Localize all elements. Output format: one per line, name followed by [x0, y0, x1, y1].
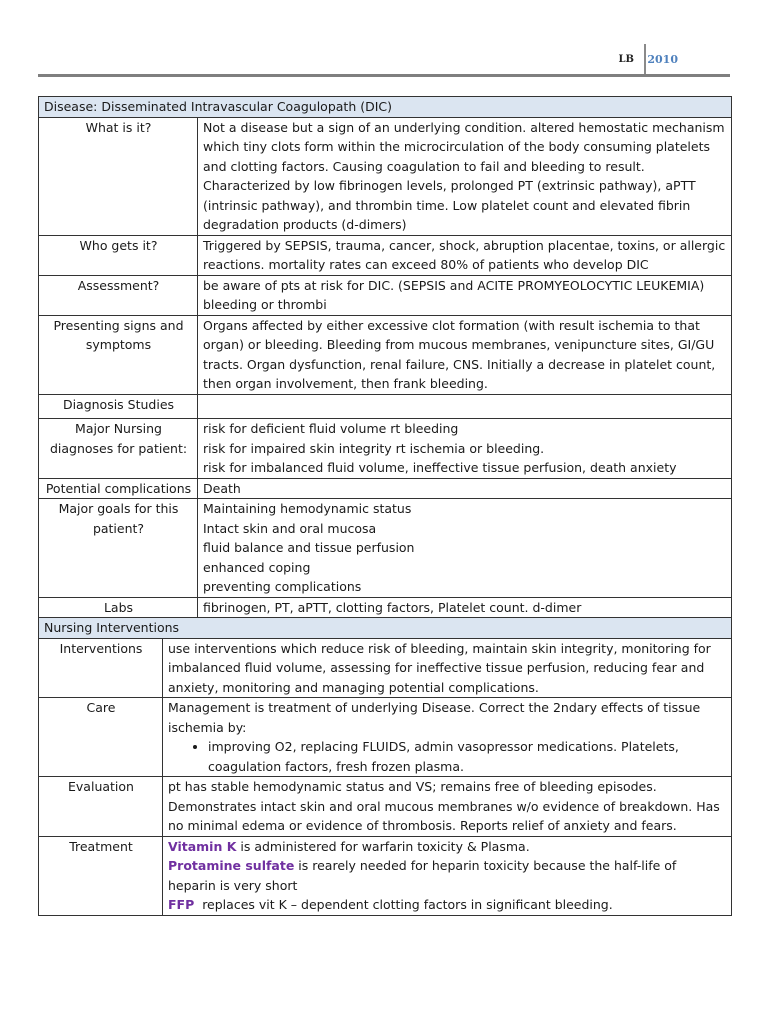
row-content-treatment — [163, 836, 732, 915]
list-item: Maintaining hemodynamic status — [203, 501, 412, 516]
list-item: risk for deficient fluid volume rt bleeding — [203, 421, 459, 436]
header-rule — [38, 74, 730, 77]
row-label-interventions: Interventions — [39, 638, 163, 698]
row-content-interventions: use interventions which reduce risk of bleeding, maintain skin integrity, monitoring for imbalanced fluid volume, assessing for ineffective tissue perfusion, reducing fear and anxiety, monitoring and managing potential complications. — [163, 638, 732, 698]
table-row — [39, 638, 732, 698]
care-bullet-list — [168, 737, 727, 776]
row-content-complications: Death — [198, 478, 732, 499]
drug-name: Protamine sulfate — [168, 858, 295, 873]
row-content-diagnosis-studies — [198, 394, 732, 419]
row-content-evaluation: pt has stable hemodynamic status and VS; remains free of bleeding episodes. Demonstrates intact skin and oral mucous membranes w/o evidence of breakdown. Has no minimal edema or evidence of thrombosis. Reports relief of anxiety and fears. — [163, 777, 732, 837]
row-label-assessment: Assessment? — [39, 275, 198, 315]
row-content-signs-symptoms: Organs affected by either excessive clot formation (with result ischemia to that organ) or bleeding. Bleeding from mucous membranes, venipuncture sites, GI/GU tracts. Organ dysfunction, renal failure, CNS. Initially a decrease in platelet count, then organ involvement, then frank bleeding. — [198, 315, 732, 394]
table-row — [39, 597, 732, 618]
treatment-item-vitamin-k — [168, 837, 727, 857]
list-item: preventing complications — [203, 579, 362, 594]
row-label-major-goals: Major goals for this patient? — [39, 499, 198, 598]
row-label-treatment: Treatment — [39, 836, 163, 915]
table-row — [39, 777, 732, 837]
header-initials: LB — [618, 54, 634, 65]
table-row — [39, 315, 732, 394]
row-label-signs-symptoms: Presenting signs and symptoms — [39, 315, 198, 394]
list-item: risk for impaired skin integrity rt ischemia or bleeding. — [203, 440, 545, 456]
dic-care-plan-table — [38, 96, 732, 916]
table-row — [39, 499, 732, 598]
row-content-nursing-diagnoses — [198, 419, 732, 479]
table-row — [39, 394, 732, 419]
row-label-evaluation: Evaluation — [39, 777, 163, 837]
table-row — [39, 117, 732, 235]
drug-name: Vitamin K — [168, 838, 237, 854]
header-year: 2010 — [647, 53, 678, 66]
row-content-care — [163, 698, 732, 777]
row-content-what-is-it: Not a disease but a sign of an underlying condition. altered hemostatic mechanism which tiny clots form within the microcirculation of the body consuming platelets and clotting factors. Causing coagulation to fail and bleeding to result. Characterized by low fibrinogen levels, prolonged PT (extrinsic pathway), aPTT (intrinsic pathway), and thrombin time. Low platelet count and elevated fibrin degradation products (d-dimers) — [198, 117, 732, 235]
row-label-diagnosis-studies: Diagnosis Studies — [39, 394, 198, 419]
table-row — [39, 275, 732, 315]
row-label-labs: Labs — [39, 597, 198, 618]
list-item: enhanced coping — [203, 559, 311, 575]
list-item: fluid balance and tissue perfusion — [203, 540, 415, 555]
row-content-major-goals — [198, 499, 732, 598]
row-label-who-gets-it: Who gets it? — [39, 235, 198, 275]
table-row — [39, 698, 732, 777]
treatment-item-ffp — [168, 895, 727, 915]
row-label-care: Care — [39, 698, 163, 777]
row-label-complications: Potential complications — [39, 478, 198, 499]
row-label-what-is-it: What is it? — [39, 117, 198, 235]
table-row — [39, 419, 732, 479]
list-item: risk for imbalanced fluid volume, ineffective tissue perfusion, death anxiety — [203, 460, 677, 475]
list-item: • improving O2, replacing FLUIDS, admin vasopressor medications. Platelets, coagulation factors, fresh frozen plasma. — [208, 737, 727, 776]
row-label-nursing-diagnoses: Major Nursing diagnoses for patient: — [39, 419, 198, 479]
drug-description: replaces vit K – dependent clotting factors in significant bleeding. — [194, 897, 613, 912]
table-row — [39, 836, 732, 915]
table-row — [39, 235, 732, 275]
row-content-who-gets-it: Triggered by SEPSIS, trauma, cancer, shock, abruption placentae, toxins, or allergic reactions. mortality rates can exceed 80% of patients who develop DIC — [198, 235, 732, 275]
header-divider — [644, 44, 646, 74]
drug-description: is administered for warfarin toxicity & Plasma. — [236, 838, 530, 854]
care-intro: Management is treatment of underlying Disease. Correct the 2ndary effects of tissue ischemia by: — [168, 700, 701, 735]
page-header — [38, 44, 730, 76]
disease-title: Disease: Disseminated Intravascular Coagulopath (DIC) — [39, 97, 732, 118]
nursing-title: Nursing Interventions — [39, 618, 732, 639]
list-item: Intact skin and oral mucosa — [203, 520, 377, 536]
row-content-labs: fibrinogen, PT, aPTT, clotting factors, Platelet count. d-dimer — [198, 597, 732, 618]
row-content-assessment: be aware of pts at risk for DIC. (SEPSIS and ACITE PROMYEOLOCYTIC LEUKEMIA) bleeding or thrombi — [198, 275, 732, 315]
nursing-title-row — [39, 618, 732, 639]
drug-description: is rearely needed for heparin toxicity because the half-life of heparin is very short — [168, 858, 677, 893]
table-row — [39, 478, 732, 499]
treatment-item-protamine — [168, 856, 727, 895]
disease-title-row — [39, 97, 732, 118]
drug-name: FFP — [168, 897, 195, 912]
